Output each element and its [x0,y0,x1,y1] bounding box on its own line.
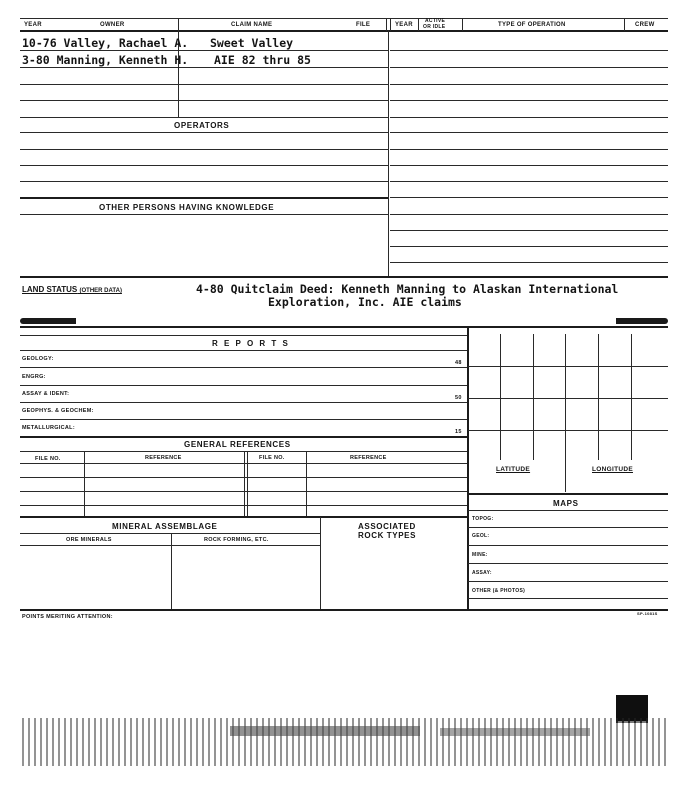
row-rule [390,197,668,198]
row-rule [390,246,668,247]
report-geology-num: 48 [455,360,462,366]
row-rule [20,214,388,215]
references-divider [247,451,248,517]
grid-line [598,334,599,460]
grid-line [565,334,566,460]
reports-rule [20,402,468,403]
maps-assay-label: ASSAY: [472,570,492,576]
rock-forming-label: ROCK FORMING, ETC. [204,537,269,543]
row-rule [390,50,668,51]
references-header-reference-2: REFERENCE [350,455,387,461]
maps-rule [468,545,668,546]
row-rule [20,181,388,182]
land-status-label: LAND STATUS [22,285,78,294]
land-status-line-2: Exploration, Inc. AIE claims [268,295,462,309]
reports-rule [20,436,468,438]
right-panel-divider [467,327,469,611]
header-top-rule [20,18,668,19]
header-or-idle: OR IDLE [423,24,446,30]
maps-topog-label: TOPOG: [472,516,494,522]
general-references-title: GENERAL REFERENCES [184,440,291,449]
longitude-label: LONGITUDE [592,466,633,473]
grid-line [533,334,534,460]
row-rule [390,84,668,85]
row-rule [390,132,668,133]
maps-other-label: OTHER (& PHOTOS) [472,588,526,594]
row-rule [390,67,668,68]
grid-line [468,430,668,431]
header-crew: CREW [635,22,655,28]
references-header-file-no-2: FILE NO. [259,455,285,461]
maps-rule [468,563,668,564]
header-divider [624,18,625,31]
report-geology-label: GEOLOGY: [22,356,54,362]
associated-label: ASSOCIATED [358,522,416,531]
report-engrg-label: ENGRG: [22,374,46,380]
latitude-label: LATITUDE [496,466,531,473]
row-rule [20,197,388,199]
footer-rule [20,609,668,611]
row-rule [390,230,668,231]
maps-title: MAPS [553,499,579,508]
report-assay-label: ASSAY & IDENT: [22,391,70,397]
maps-rule [468,598,668,599]
header-type-of-operation: TYPE OF OPERATION [498,22,566,28]
references-header-file-no-1: FILE NO. [35,456,61,462]
maps-mine-label: MINE: [472,552,488,558]
header-divider [418,18,419,31]
row-rule [20,84,388,85]
land-status-sublabel: (OTHER DATA) [79,288,122,294]
row-rule [390,100,668,101]
land-status-line-1: 4-80 Quitclaim Deed: Kenneth Manning to Alaskan International [196,282,619,296]
claim-row-2-year-owner: 3-80 Manning, Kenneth H. [22,53,189,67]
lat-long-divider [565,460,566,492]
separator-band-left [20,318,76,324]
report-metallurgical-num: 15 [455,429,462,435]
mineral-divider [171,533,172,609]
grid-line [631,334,632,460]
row-rule [390,149,668,150]
claim-row-1-claim: Sweet Valley [210,36,294,50]
report-assay-num: 50 [455,395,462,401]
header-active: ACTIVE [425,18,446,24]
row-rule [20,132,388,133]
header-bottom-rule [20,30,668,32]
row-rule [390,262,668,263]
rock-types-divider [320,517,321,610]
row-rule [20,165,388,166]
rock-types-label: ROCK TYPES [358,531,417,540]
maps-geol-label: GEOL: [472,533,490,539]
row-rule [390,117,668,118]
row-rule [390,181,668,182]
maps-rule [468,527,668,528]
header-owner: OWNER [100,22,125,28]
table-center-divider [388,30,389,276]
separator-rule [20,326,668,328]
table-bottom-rule [20,276,668,278]
references-header-reference-1: REFERENCE [145,455,182,461]
form-number: SP-1081S [637,611,658,616]
header-file: FILE [356,22,371,28]
grid-line [500,334,501,460]
reports-rule [20,335,468,336]
header-claim-name: CLAIM NAME [231,22,273,28]
claim-row-1-year-owner: 10-76 Valley, Rachael A. [22,36,189,50]
references-divider [84,451,85,517]
report-metallurgical-label: METALLURGICAL: [22,425,75,431]
maps-rule [468,510,668,511]
ore-minerals-label: ORE MINERALS [66,537,112,543]
grid-line [468,366,668,367]
operators-label: OPERATORS [174,121,230,130]
other-persons-label: OTHER PERSONS HAVING KNOWLEDGE [99,203,275,212]
header-divider [462,18,463,31]
row-rule [20,149,388,150]
header-divider [390,18,391,31]
references-bottom-rule [20,516,468,518]
references-divider [306,451,307,517]
row-rule [20,67,388,68]
land-status-heading [22,285,122,294]
report-geophys-label: GEOPHYS. & GEOCHEM: [22,408,94,414]
reports-rule [20,419,468,420]
row-rule [390,165,668,166]
header-year-2: YEAR [395,22,413,28]
row-rule [20,117,388,118]
separator-band-right [616,318,668,324]
points-meriting-attention-label: POINTS MERITING ATTENTION: [22,614,113,620]
header-year: YEAR [24,22,42,28]
header-divider [386,18,387,31]
row-rule [390,214,668,215]
reports-rule [20,385,468,386]
scan-noise-band [230,726,420,736]
claim-row-2-claim: AIE 82 thru 85 [214,53,311,67]
mineral-rule [20,545,320,546]
row-rule [20,100,388,101]
maps-rule [468,581,668,582]
reports-rule [20,367,468,368]
reports-rule [20,350,468,351]
mineral-rule [20,533,320,534]
lat-long-bottom-rule [468,493,668,495]
reports-title: R E P O R T S [212,339,290,348]
references-divider [244,451,245,517]
row-rule [20,50,388,51]
scan-noise-band [440,728,590,736]
grid-line [468,398,668,399]
mineral-assemblage-title: MINERAL ASSEMBLAGE [112,522,218,531]
